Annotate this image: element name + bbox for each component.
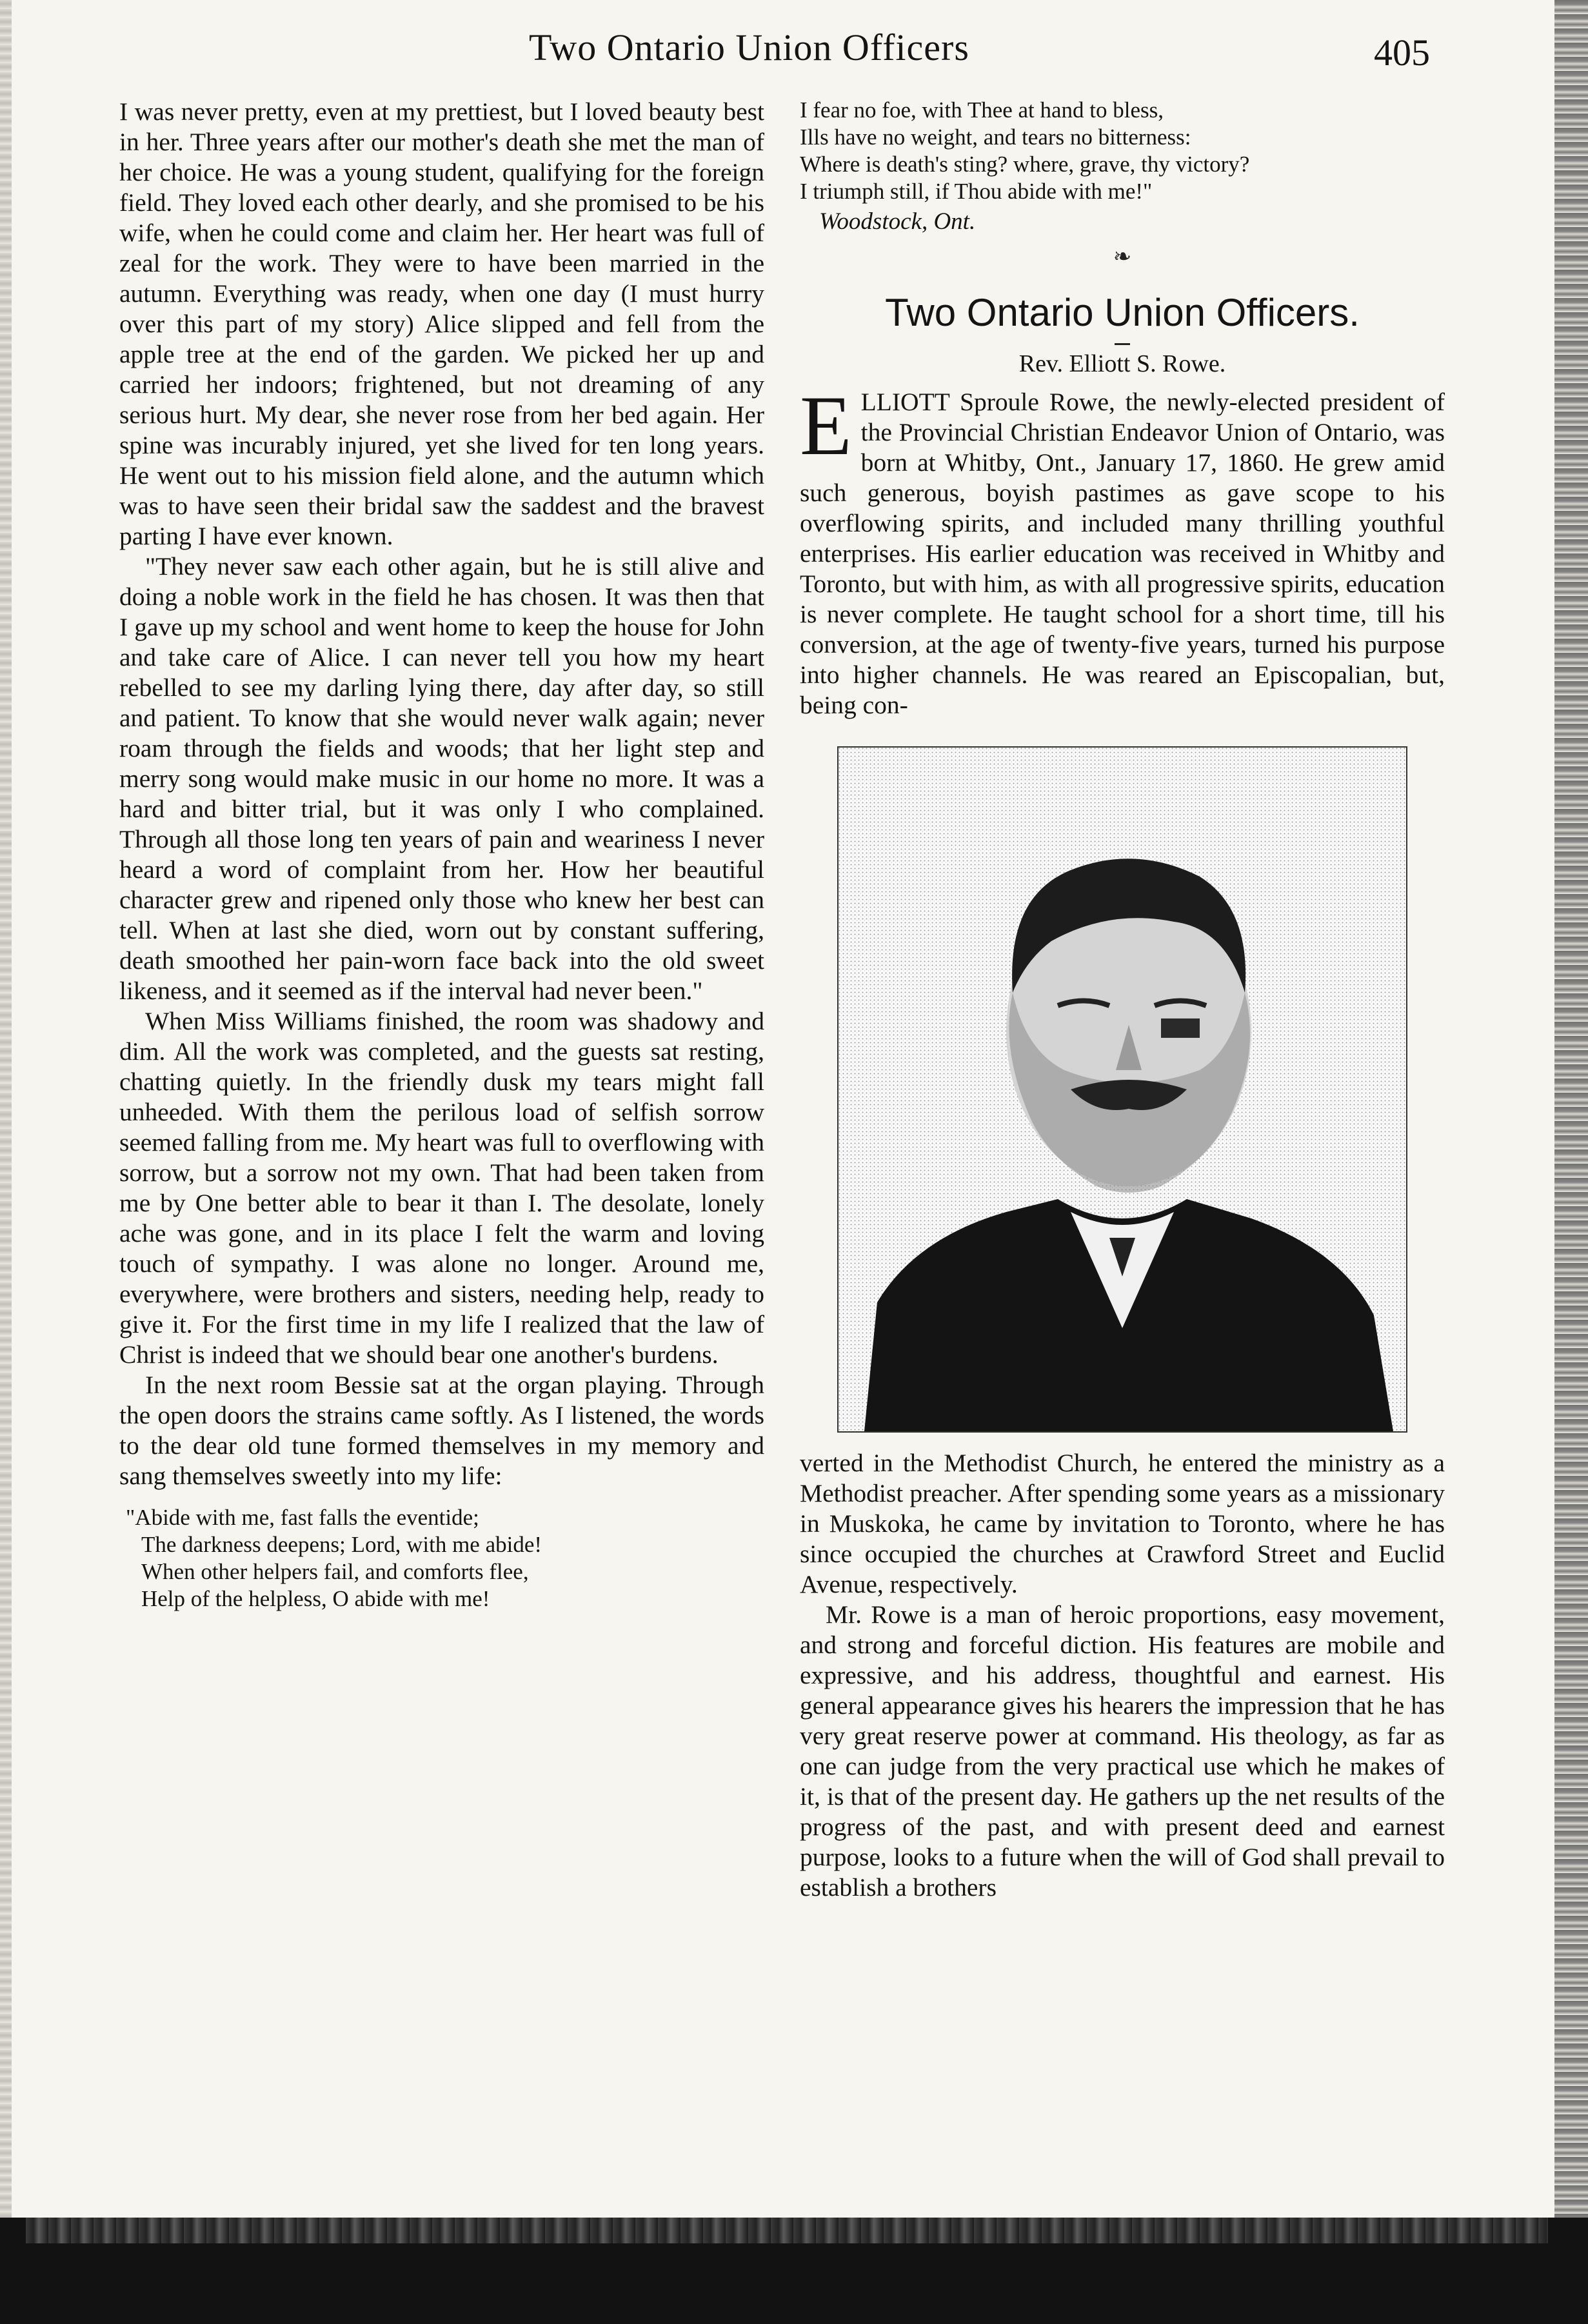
article-title: Two Ontario Union Officers. — [885, 291, 1360, 334]
hymn-verse — [126, 1504, 764, 1613]
place-signature: Woodstock, Ont. — [819, 208, 976, 235]
portrait-photo — [837, 746, 1407, 1433]
intro-paragraph — [800, 378, 1445, 720]
title-rule — [1115, 343, 1130, 345]
hymn-line: When other helpers fail, and comforts flee, — [141, 1559, 529, 1584]
poem-line: Where is death's sting? where, grave, thy victory? — [800, 152, 1250, 177]
poem-line: I triumph still, if Thou abide with me!" — [800, 179, 1153, 204]
intro-text: LLIOTT Sproule Rowe, the newly-elected president of the Provincial Christian Endeavor Union of Ontario, was born at Whitby, Ont., January 17, 1860. He grew amid such generous, boyish pastimes as gave scope to his overflowing spirits, and included many thrilling youthful enterprises. His earlier education was received in Whitby and Toronto, but with him, as with all progressive spirits, education is never complete. He taught school for a short time, till his conversion, at the age of twenty-five years, turned his purpose into higher channels. He was reared an Episcopalian, but, being con- — [800, 388, 1445, 719]
article-byline: Rev. Elliott S. Rowe. — [1018, 350, 1226, 377]
ornament-icon: ❧ — [1113, 245, 1132, 269]
right-column — [800, 97, 1445, 1903]
poem-verse — [800, 97, 1445, 205]
scan-bottom-band — [0, 2218, 1588, 2324]
scan-binding-edge — [1554, 0, 1588, 2324]
hymn-line: "Abide with me, fast falls the eventide; — [126, 1505, 479, 1530]
story-paragraph: I was never pretty, even at my prettiest, but I loved beauty best in her. Three years after our mother's death she met the man of her choice. He was a young student, qualifying for the foreign field. They loved each other dearly, and she promised to be his wife, when he could come and claim her. Her heart was full of zeal for the work. They were to have been married in the autumn. Everything was ready, when one day (I must hurry over this part of my story) Alice slipped and fell from the apple tree at the end of the garden. We picked her up and carried her indoors; frightened, but not dreaming of any serious hurt. My dear, she never rose from her bed again. Her spine was incurably injured, yet she lived for ten long years. He went out to his mission field alone, and the autumn which was to have seen their bridal saw the saddest and the bravest parting I have ever known. — [119, 97, 764, 550]
drop-cap: E — [800, 378, 852, 473]
hymn-line: The darkness deepens; Lord, with me abide! — [141, 1532, 542, 1557]
running-head: Two Ontario Union Officers — [529, 26, 969, 68]
portrait-image — [839, 748, 1406, 1431]
page-number: 405 — [1374, 32, 1430, 74]
scan-left-edge — [0, 0, 12, 2324]
left-column — [119, 97, 764, 1613]
poem-line: Ills have no weight, and tears no bitterness: — [800, 124, 1191, 150]
continuation-paragraph: verted in the Methodist Church, he entered the ministry as a Methodist preacher. After spending some years as a missionary in Muskoka, he came by invitation to Toronto, where he has since occupied the churches at Crawford Street and Euclid Avenue, respectively. — [800, 1449, 1445, 1598]
closing-paragraph: Mr. Rowe is a man of heroic proportions, easy movement, and strong and forceful diction. His features are mobile and expressive, and his address, thoughtful and earnest. His general appearance gives his hearers the impression that he has very great reserve power at command. His theology, as far as one can judge from the very practical use which he makes of it, is that of the present day. He gathers up the net results of the progress of the past, and with present deed and earnest purpose, looks to a future when the will of God shall prevail to establish a brothers — [800, 1600, 1445, 1902]
page-header — [0, 26, 1588, 97]
story-paragraph: When Miss Williams finished, the room was shadowy and dim. All the work was completed, and the guests sat resting, chatting quietly. In the friendly dusk my tears might fall unheeded. With them the perilous load of selfish sorrow seemed falling from me. My heart was full to overflowing with sorrow, but a sorrow not my own. That had been taken from me by One better able to bear it than I. The desolate, lonely ache was gone, and in its place I felt the warm and loving touch of sympathy. I was alone no longer. Around me, everywhere, were brothers and sisters, needing help, ready to give it. For the first time in my life I realized that the law of Christ is indeed that we should bear one another's burdens. — [119, 1007, 764, 1369]
hymn-line: Help of the helpless, O abide with me! — [141, 1586, 490, 1611]
story-paragraph: In the next room Bessie sat at the organ playing. Through the open doors the strains came softly. As I listened, the words to the dear old tune formed themselves in my memory and sang themselves sweetly into my life: — [119, 1371, 764, 1490]
scan-bottom-noise — [26, 2218, 1548, 2243]
story-paragraph: "They never saw each other again, but he is still alive and doing a noble work in the field he has chosen. It was then that I gave up my school and went home to keep the house for John and take care of Alice. I can never tell you how my heart rebelled to see my darling lying there, day after day, so still and patient. To know that she would never walk again; never roam through the fields and woods; that her light step and merry song would make music in our home no more. It was a hard and bitter trial, but it was only I who complained. Through all those long ten years of pain and weariness I never heard a word of complaint from her. How her beautiful character grew and ripened only those who knew her best can tell. When at last she died, worn out by constant suffering, death smoothed her pain-worn face back into the old sweet likeness, and it seemed as if the interval had never been." — [119, 552, 764, 1005]
poem-line: I fear no foe, with Thee at hand to bless, — [800, 97, 1164, 123]
